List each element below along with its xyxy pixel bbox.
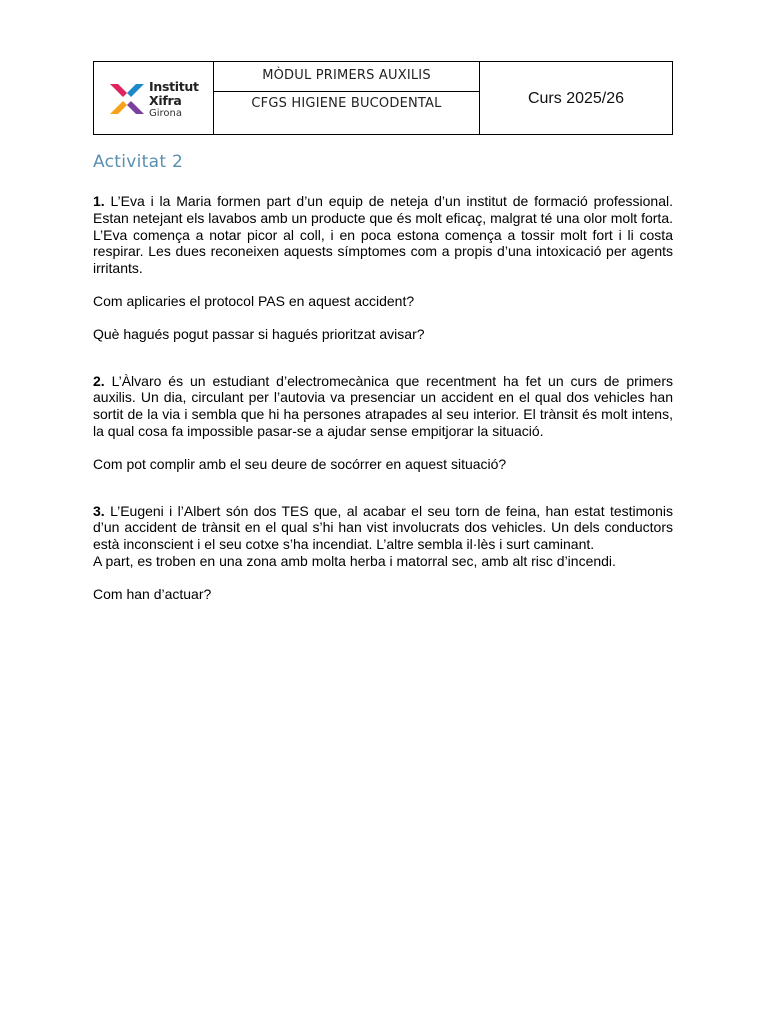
logo-wordmark bbox=[149, 80, 199, 120]
case-1-question-2: Què hagués pogut passar si hagués prioritzat avisar? bbox=[93, 325, 425, 342]
case-2-number: 2. bbox=[93, 372, 105, 389]
logo-line-3: Girona bbox=[149, 108, 183, 119]
case-3-question-1: Com han d’actuar? bbox=[93, 585, 212, 602]
case-1-text: L’Eva i la Maria formen part d’un equip de neteja d’un institut de formació professional. Estan netejant els lavabos amb un producte que és molt eficaç, malgrat té una olor molt forta. L’Eva comença a notar picor al coll, i en poca estona comença a tossir molt fort i li costa respirar. Les dues reconeixen aquests símptomes com a propis d’una intoxicació per agents irritants. bbox=[93, 193, 673, 277]
case-3-number: 3. bbox=[93, 502, 105, 519]
module-cell bbox=[214, 62, 480, 134]
logo-line-1: Institut bbox=[149, 79, 199, 94]
logo-line-2: Xifra bbox=[149, 93, 182, 108]
activity-content bbox=[93, 193, 673, 603]
document-header bbox=[93, 61, 673, 135]
logo-cell bbox=[94, 62, 214, 134]
academic-year: Curs 2025/26 bbox=[527, 90, 625, 107]
case-2-question-1: Com pot complir amb el seu deure de socórrer en aquest situació? bbox=[93, 455, 507, 472]
case-3-paragraph bbox=[93, 503, 673, 553]
case-2-text: L’Àlvaro és un estudiant d’electromecànica que recentment ha fet un curs de primers auxilis. Un dia, circulant per l’autovia va presenciar un accident en el qual dos vehicles han sortit de la via i sembla que hi ha persones atrapades al seu interior. El trànsit és molt intens, la qual cosa fa impossible pasar-se a ajudar sense empitjorar la situació. bbox=[93, 372, 673, 439]
case-1-number: 1. bbox=[93, 193, 105, 209]
module-title: MÒDUL PRIMERS AUXILIS bbox=[214, 62, 479, 92]
case-2-paragraph bbox=[93, 373, 673, 440]
institut-xifra-logo-icon bbox=[108, 80, 146, 118]
case-1-question-1: Com aplicaries el protocol PAS en aquest accident? bbox=[93, 292, 415, 309]
case-3-text: L’Eugeni i l’Albert són dos TES que, al acabar el seu torn de feina, han estat testimonis d’un accident de trànsit en el qual s’hi han vist involucrats dos vehicles. Un dels conductors està inconscient i el seu cotxe s’ha incendiat. L’altre sembla il·lès i surt caminant. bbox=[93, 502, 673, 553]
case-3-extra: A part, es troben en una zona amb molta herba i matorral sec, amb alt risc d’incendi. bbox=[93, 552, 616, 569]
activity-title: Activitat 2 bbox=[93, 152, 184, 172]
course-name: CFGS HIGIENE BUCODENTAL bbox=[251, 96, 442, 111]
case-1-paragraph bbox=[93, 193, 673, 277]
